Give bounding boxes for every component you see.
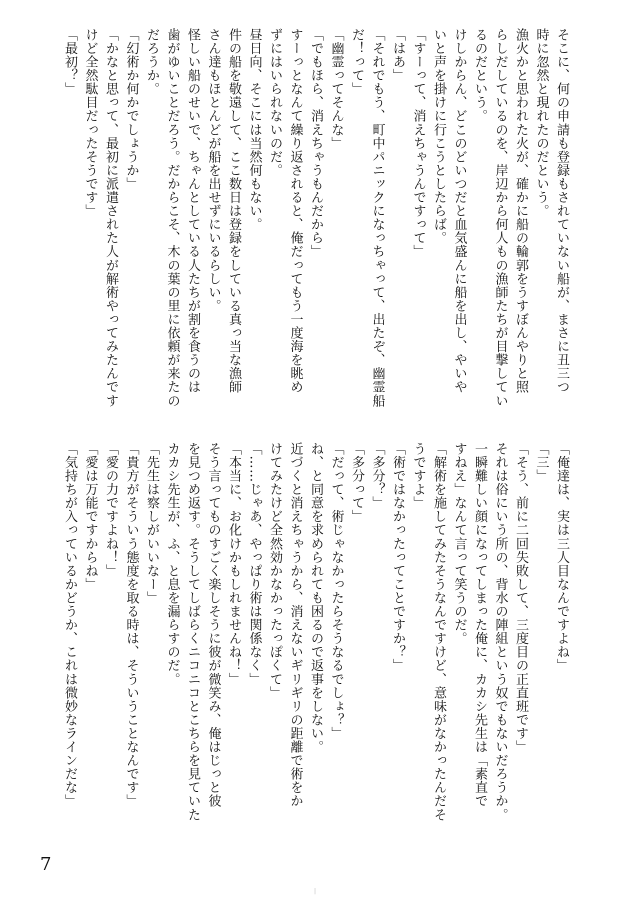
text-line: 「幽霊ってそんな」	[328, 28, 344, 150]
text-line: さん達もほとんどが船を出せずにいるらしい。	[205, 28, 221, 313]
text-line: そこに、何の申請も登録もされていない船が、まさに丑三つ	[554, 28, 569, 394]
text-line: 「愛の力ですよね！」	[103, 442, 118, 578]
text-line: うですよ」	[410, 442, 426, 510]
text-line: るのだという。	[472, 28, 487, 123]
text-line: 「多分？」	[369, 442, 385, 510]
text-line: 「幻術か何かでしょうか」	[123, 28, 139, 191]
text-line: 「だって、術じゃなかったらそうなるでしょ？」	[328, 442, 344, 741]
center-mark: |	[314, 888, 317, 895]
text-line: 「先生は察しがいいなー」	[144, 442, 159, 605]
text-line: 「……じゃあ、やっぱり術は関係なく」	[246, 442, 262, 686]
text-line: ずにはいられないのだ。	[267, 28, 282, 178]
text-line: 「術ではなかったってことですか？」	[390, 442, 405, 673]
text-line: けしからん、どこのどいつだと血気盛んに船を出し、やいや	[451, 28, 467, 394]
text-line: それは俗にいう所の、背水の陣組という奴でもないだろうか。	[492, 442, 508, 822]
text-line: らしだしているのを、岸辺から何人もの漁師たちが目撃してい	[492, 28, 508, 408]
text-line: 「本当に、お化けかもしれませんね！」	[226, 442, 241, 686]
text-line: 一瞬難しい顔になってしまった俺に、カカシ先生は「素直で	[472, 442, 487, 808]
text-line: 件の船を敬遠して、ここ数日は登録をしている真っ当な漁師	[226, 28, 241, 394]
text-line: 「すーって、消えちゃうんですって」	[410, 28, 426, 259]
text-line: すーっとなんて繰り返されると、俺だってもう一度海を眺め	[287, 28, 303, 394]
text-line: 「愛は万能ですからね」	[82, 442, 98, 592]
text-line: だろうか。	[144, 28, 159, 96]
text-line: だ！って」	[349, 28, 364, 96]
text-line: そう言ってものすごく楽しそうに彼が微笑み、俺はじっと彼	[205, 442, 221, 808]
text-line: 「最初？」	[62, 28, 77, 96]
text-line: けてみたけど全然効かなかったっぽくて」	[267, 442, 282, 700]
text-line: を見つめ返す。そうしてしばらくニコニコとこちらを見ていた	[185, 442, 200, 822]
upper-text-block	[11, 28, 571, 416]
text-line: 「気持ちが入っているかどうか、これは微妙なラインだな」	[62, 442, 77, 808]
text-line: 怪しい船のせいで、ちゃんとしている人たちが割を食うのは	[185, 28, 200, 394]
text-line: 「それでもう、町中パニックになっちゃって、出たぞ、幽霊船	[369, 28, 385, 408]
text-line: ね、と同意を求められても困るので返事をしない。	[308, 442, 323, 754]
text-line: 「三」	[533, 442, 549, 483]
text-line: すねえ」なんて言って笑うのだ。	[451, 442, 467, 646]
text-line: 「多分って」	[349, 442, 364, 524]
text-line: 昼日向、そこには当然何もない。	[246, 28, 262, 232]
text-line: 「解術を施してみたそうなんですけど、意味がなかったんだそ	[431, 442, 446, 822]
text-line: カカシ先生が、ふ、と息を漏らすのだ。	[164, 442, 180, 686]
text-line: けど全然駄目だったそうです」	[82, 28, 98, 218]
text-line: 「俺達は、実は三人目なんですよね」	[554, 442, 569, 673]
text-line: 「かなと思って、最初に派遣された人が解術やってみたんです	[103, 28, 118, 408]
lower-text-block	[11, 442, 571, 830]
text-line: 「貴方がそういう態度を取る時は、そういうことなんです」	[123, 442, 139, 808]
text-line: いと声を掛けに行こうとしたらば。	[431, 28, 446, 245]
text-line: 時に忽然と現れたのだという。	[533, 28, 549, 218]
text-line: 「そう、前に二回失敗して、三度目の正直班です」	[513, 442, 528, 754]
page-number: 7	[40, 854, 52, 875]
text-line: 漁火かと思われた火が、確かに船の輪郭をうすぼんやりと照	[513, 28, 528, 394]
text-line: 「でもほら、消えちゃうもんだから」	[308, 28, 323, 259]
text-line: 「はあ」	[390, 28, 405, 83]
text-line: 歯がゆいことだろう。だからこそ、木の葉の里に依頼が来たの	[164, 28, 180, 408]
text-line: 近づくと消えちゃうから、消えないギリギリの距離で術をか	[287, 442, 303, 808]
